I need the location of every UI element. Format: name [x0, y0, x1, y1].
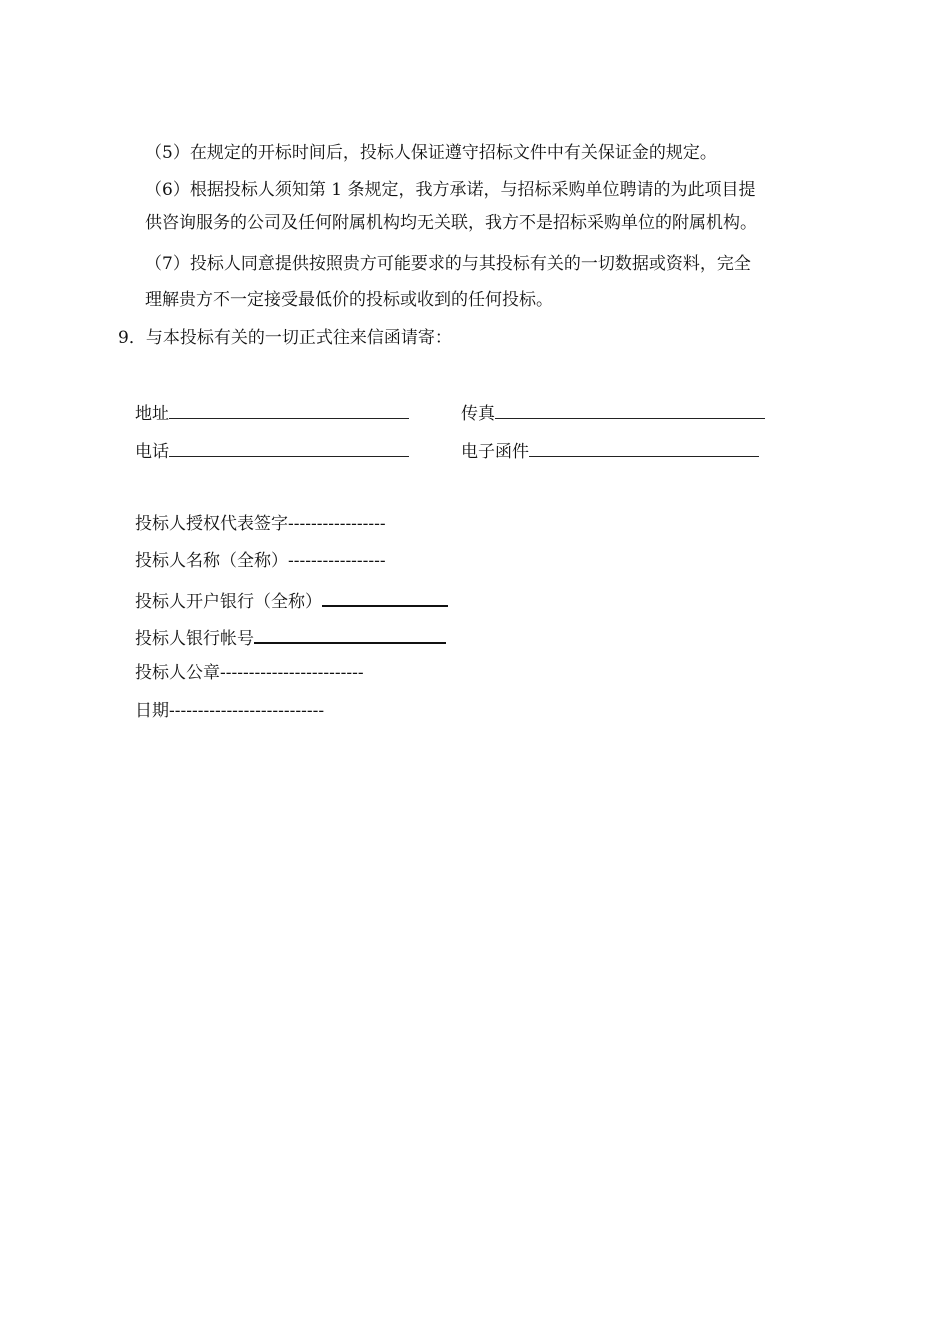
date-row: [135, 699, 324, 723]
rep-signature-blank[interactable]: -----------------: [288, 514, 386, 534]
bank-label: 投标人开户银行（全称）: [135, 592, 322, 612]
seal-label: 投标人公章: [135, 663, 220, 683]
email-label: 电子函件: [461, 442, 529, 462]
address-field: [135, 400, 409, 426]
email-field: [461, 438, 759, 464]
date-blank[interactable]: ---------------------------: [169, 701, 325, 721]
paragraph-5: （5）在规定的开标时间后，投标人保证遵守招标文件中有关保证金的规定。: [145, 143, 717, 163]
account-blank[interactable]: [254, 624, 446, 644]
fax-label: 传真: [461, 404, 495, 424]
seal-blank[interactable]: -------------------------: [220, 663, 364, 683]
paragraph-6-line-2: 供咨询服务的公司及任何附属机构均无关联，我方不是招标采购单位的附属机构。: [145, 213, 757, 233]
rep-signature-row: [135, 512, 386, 536]
fax-blank[interactable]: [495, 400, 765, 419]
phone-blank[interactable]: [169, 438, 409, 457]
rep-signature-label: 投标人授权代表签字: [135, 514, 288, 534]
bidder-name-label: 投标人名称（全称）: [135, 551, 288, 571]
account-label: 投标人银行帐号: [135, 629, 254, 649]
bidder-name-blank[interactable]: -----------------: [288, 551, 386, 571]
seal-row: [135, 661, 364, 685]
date-label: 日期: [135, 701, 169, 721]
phone-label: 电话: [135, 442, 169, 462]
fax-field: [461, 400, 765, 426]
bank-row: [135, 587, 448, 614]
address-blank[interactable]: [169, 400, 409, 419]
address-label: 地址: [135, 404, 169, 424]
phone-field: [135, 438, 409, 464]
item-9-heading: 9．与本投标有关的一切正式往来信函请寄：: [118, 328, 452, 348]
bidder-name-row: [135, 549, 386, 573]
account-row: [135, 624, 446, 651]
email-blank[interactable]: [529, 438, 759, 457]
bank-blank[interactable]: [322, 587, 448, 607]
paragraph-6-line-1: （6）根据投标人须知第 1 条规定，我方承诺，与招标采购单位聘请的为此项目提: [145, 180, 756, 200]
paragraph-7-line-1: （7）投标人同意提供按照贵方可能要求的与其投标有关的一切数据或资料，完全: [145, 254, 751, 274]
paragraph-7-line-2: 理解贵方不一定接受最低价的投标或收到的任何投标。: [145, 290, 553, 310]
